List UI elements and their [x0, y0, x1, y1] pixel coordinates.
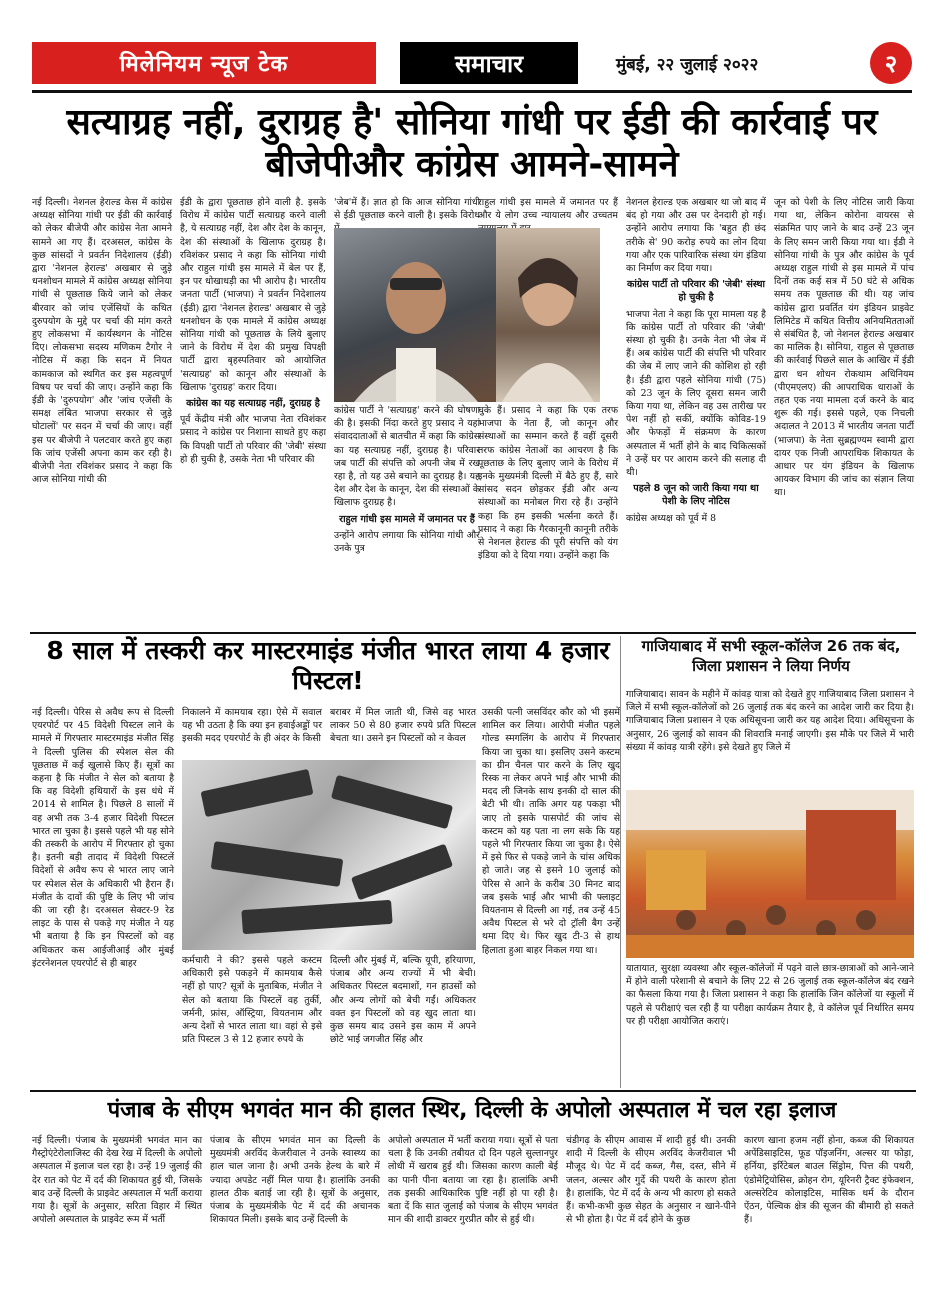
story1-column-2 [180, 196, 326, 632]
masthead [32, 40, 912, 86]
masthead-rule [32, 90, 912, 93]
ravi-photo-figure [334, 228, 496, 402]
story4-col5-text: कारण खाना हजम नहीं होना, कब्ज की शिकायत अपेंडिसाइटिस, फूड पॉइजनिंग, अल्सर या फोड़ा, हर्निया, इर्रिटेबल बाउल सिंड्रोम, पित्त की पथरी, एंडोमेट्रियोसिस, क्रोहन रोग, यूरिनरी ट्रैक्ट इंफेक्शन, अल्सरेटिव कोलाइटिस, मासिक धर्म के दौरान ऐंठन, पेल्विक क्षेत्र की सूजन की बीमारी हो सकते हैं। [744, 1135, 914, 1226]
story1-col4-text: चुके हैं। प्रसाद ने कहा कि एक तरफ भाजपा के नेता हैं, जो कानून और संस्थाओं का सम्मान करते हैं वहीं दूसरी तरफ कांग्रेस नेताओं का आचरण है कि पूछताछ के लिए बुलाए जाने के विरोध में इनके मुख्यमंत्री दिल्ली में बैठे हुए हैं, सारे सांसद सदन छोड़कर ईडी और अन्य संस्थाओं का मनोबल गिरा रहे हैं। उन्होंने कहा कि हम इसकी भर्त्सना करते हैं। प्रसाद ने कहा कि गैरकानूनी कानूनी तरीके से नेशनल हेराल्ड की पूरी संपत्ति को यंग इंडिया को दे दिया गया। उन्होंने कहा कि [478, 405, 618, 562]
kanwar-yatra-photo [626, 790, 914, 958]
story1-col6-text: जून को पेशी के लिए नोटिस जारी किया गया था, लेकिन कोरोना वायरस से संक्रमित पाए जाने के बाद उन्हें 23 जून के लिए समन जारी किया गया था। ईडी ने सोनिया गांधी के पुत्र और कांग्रेस के पूर्व अध्यक्ष राहुल गांधी से इस मामले में पांच दिनों तक कई सत्र में 50 घंटे से अधिक समय तक पूछताछ की थी। यह जांच कांग्रेस द्वारा प्रवर्तित यंग इंडियन प्राइवेट लिमिटेड में कथित वित्तीय अनियमितताओं से संबंधित है, जो नेशनल हेराल्ड अखबार का मालिक है। सोनिया, राहुल से पूछताछ की कार्रवाई पिछले साल के आखिर में ईडी द्वारा धन शोधन रोकथाम अधिनियम (पीएमएलए) की आपराधिक धाराओं के तहत एक नया मामला दर्ज करने के बाद शुरू की गई। इससे पहले, एक निचली अदालत ने 2013 में भारतीय जनता पार्टी (भाजपा) के नेता सुब्रह्मण्यम स्वामी द्वारा दायर एक निजी आपराधिक शिकायत के आधार पर यंग इंडियन के खिलाफ आयकर विभाग की जांच का संज्ञान लिया था। [774, 197, 914, 499]
bottom-headline: पंजाब के सीएम भगवंत मान की हालत स्थिर, दिल्ली के अपोलो अस्पताल में चल रहा इलाज [107, 1098, 837, 1123]
story1-subhead-1: कांग्रेस का यह सत्याग्रह नहीं, दुराग्रह है [186, 398, 320, 410]
story1-subhead-3: कांग्रेस पार्टी तो परिवार की 'जेबी' संस्था हो चुकी है [626, 279, 766, 304]
story2-col2-text: कर्मचारी ने की? इससे पहले कस्टम अधिकारी इसे पकड़ने में कामयाब कैसे नहीं हो पाए? सूत्रों के मुताबिक, मंजीत ने सेल को बताया कि पिस्टलें वह तुर्की, जर्मनी, फ्रांस, ऑस्ट्रिया, वियतनाम और अन्य देशों से भारत लाता था। वहां से इसे प्रति पिस्टल 3 से 12 हजार रुपये के [182, 955, 322, 1046]
story2-col3-top-text: बराबर में मिल जाती थी, जिसे वह भारत लाकर 50 से 80 हजार रुपये प्रति पिस्टल बेचता था। उसने इन पिस्टलों को न केवल [330, 707, 476, 745]
story2-column-4 [482, 706, 620, 1086]
story2-col2-top-text: निकालने में कामयाब रहा। ऐसे में सवाल यह भी उठता है कि क्या इन हवाईअड्डों पर इसकी मदद एयरपोर्ट के ही अंदर के किसी [182, 707, 322, 745]
story1-column-4 [478, 404, 618, 632]
story2-column-2 [182, 954, 322, 1086]
story4-col2-text: पंजाब के सीएम भगवंत मान का दिल्ली के मुख्यमंत्री अरविंद केजरीवाल ने उनके स्वास्थ्य का हाल चाल जाना है। अभी उनके हेल्थ के बारे में ज्यादा अपडेट नहीं मिल पाया है। हालांकि उनकी हालत ठीक बताई जा रही है। सूत्रों के अनुसार, पंजाब के मुख्यमंत्रीके पेट में दर्द की अचानक शिकायत मिली। इसके बाद उन्हें दिल्ली के [210, 1135, 380, 1226]
sonia-photo-figure [496, 228, 600, 402]
story1-column-3 [334, 404, 480, 632]
story1-col5b-text: भाजपा नेता ने कहा कि पूरा मामला यह है कि कांग्रेस पार्टी तो परिवार की 'जेबी' संस्था हो चुकी है। उनके नेता भी जेब में हैं। अब कांग्रेस पार्टी की संपत्ति भी परिवार की जेब में लाए जाने की कोशिश हो रही है। ईडी द्वारा पहले सोनिया गांधी (75) को 23 जून के लिए दूसरा समन जारी किया गया था, लेकिन वह उस तारीख पर पेश नहीं हो सकीं, क्योंकि कोविड-19 और फेफड़ों में संक्रमण के कारण अस्पताल में भर्ती होने के बाद चिकित्सकों ने उन्हें घर पर आराम करने की सलाह दी थी। [626, 308, 766, 479]
ghaziabad-lead [626, 688, 914, 786]
sonia-gandhi-photo [496, 228, 600, 402]
story4-column-4 [566, 1134, 736, 1258]
pistol-shape [211, 841, 344, 887]
story4-column-2 [210, 1134, 380, 1258]
story4-col1-text: नई दिल्ली। पंजाब के मुख्यमंत्री भगवंत मान का गैस्ट्रोएंटेरोलाजिस्ट की देख रेख में दिल्ली के अपोलो अस्पताल में इलाज चल रहा है। उन्हें 19 जुलाई की देर रात को पेट में दर्द की शिकायत हुई थी, जिसके बाद उन्हें दिल्ली के प्राइवेट अस्पताल में भर्ती कराया गया है। सूत्रों के अनुसार, सरिता विहार में स्थित अपोलो अस्पताल के प्राइवेट रूम में भर्ती [32, 1135, 202, 1226]
story1-col3b-text: उन्होंने आरोप लगाया कि सोनिया गांधी और उनके पुत्र [334, 529, 480, 555]
page-number: २ [870, 42, 912, 84]
pistol-shape [351, 844, 453, 901]
kanwar-crowd-figure [626, 790, 914, 958]
story1-column-5 [626, 196, 766, 632]
ghaziabad-headline: गाजियाबाद में सभी स्कूल-कॉलेज 26 तक बंद, जिला प्रशासन ने लिया निर्णय [641, 637, 901, 675]
story1-col1-text: नई दिल्ली। नेशनल हेराल्ड केस में कांग्रेस अध्यक्ष सोनिया गांधी पर ईडी की कार्रवाई को लेकर बीजेपी और कांग्रेस नेता आमने सामने आ गए हैं। दरअसल, कांग्रेस के कुछ सांसदों ने प्रवर्तन निदेशालय (ईडी) द्वारा 'नेशनल हेराल्ड' अखबार से जुड़े धनशोधन मामले में कांग्रेस अध्यक्ष सोनिया गांधी से पूछताछ किये जाने को लेकर बीरवार को जांच एजेंसियों के कथित दुरुपयोग के मुद्दे पर चर्चा की मांग करते हुए लोकसभा में कार्यस्थगन के नोटिस दिए। लोकसभा सदस्य मणिकम टैगोर ने नोटिस में कहा कि सदन में नियत कामकाज को स्थगित कर इस महत्वपूर्ण विषय पर चर्चा की जाए। उन्होंने कहा कि ईडी के 'दुरुपयोग' और 'जांच एजेंसी के समक्ष लंबित भाजपा सरकार से जुड़े घोटालों' पर सदन में चर्चा की जाए। वहीं इस पर बीजेपी ने पलटवार करते हुए कहा कि जांच एजेंसी अपना काम कर रही है। बीजेपी नेता रविशंकर प्रसाद ने कहा कि आज सोनिया गांधी की [32, 197, 172, 486]
story1-subhead-2: राहुल गांधी इस मामले में जमानत पर हैं [339, 513, 475, 525]
story4-column-5 [744, 1134, 914, 1258]
ghaziabad-lead-text: गाजियाबाद। सावन के महीने में कांवड़ यात्रा को देखते हुए गाजियाबाद जिला प्रशासन ने जिले में सभी स्कूल-कॉलेजों को 26 जुलाई तक बंद करने का आदेश जारी कर दिया है। गाजियाबाद जिला प्रशासन ने एक अधिसूचना जारी कर यह आदेश दिया। अधिसूचना के अनुसार, 26 जुलाई को सावन की शिवरात्रि मनाई जाएगी। इस मौके पर जिले में भारी संख्या में कांवड़ यात्री रहेंगे। इसे देखते हुए जिले में [626, 689, 914, 753]
pistol-shape [241, 900, 392, 934]
story4-col3-text: अपोलो अस्पताल में भर्ती कराया गया। सूत्रों से पता चला है कि उनकी तबीयत दो दिन पहले सुल्तानपुर लोधी में खराब हुई थी। जिसका कारण काली बेई का पानी पीना बताया जा रहा है। हालांकि अभी तक इसकी आधिकारिक पुष्टि नहीं हो पा रही है। बता दें कि सात जुलाई को पंजाब के सीएम भगवंत मान की शादी डाक्टर गुरप्रीत कौर से हुई थी। [388, 1135, 558, 1226]
story1-col5-text: नेशनल हेराल्ड एक अखबार था जो बाद में बंद हो गया और उस पर देनदारी हो गई। उन्होंने आरोप लगाया कि 'बहुत ही छंद तरीके से' 90 करोड़ रुपये का लोन दिया गया और एक पारिवारिक संस्था यंग इंडिया का निर्माण कर दिया गया। [626, 197, 766, 275]
story-separator-1 [30, 632, 916, 634]
story1-column-4-top [478, 196, 618, 228]
pistol-shape [200, 769, 313, 817]
story2-col1-text: नई दिल्ली। पेरिस से अवैध रूप से दिल्ली एयरपोर्ट पर 45 विदेशी पिस्टल लाने के मामले में गिरफ्तार मास्टरमाइंड मंजीत सिंह ने दिल्ली पुलिस की स्पेशल सेल की पूछताछ में कई खुलासे किए हैं। सूत्रों का कहना है कि मंजीत ने सेल को बताया है कि वह विदेशी हथियारों के इस धंधे में 2014 से शामिल है। पिछले 8 सालों में वह अभी तक 3-4 हजार विदेशी पिस्टल भारत ला चुका है। इससे पहले भी यह सोने की तस्करी के आरोप में गिरफ्तार हो चुका है। इतनी बड़ी तादाद में विदेशी पिस्टलें विदेशों से अवैध रूप से भारत लाए जाने पर स्पेशल सेल के अधिकारी भी हैरान हैं। मंजीत के दावों की पुष्टि के लिए भी जांच की जा रही है। दरअसल सेक्टर-9 रेड लाइट के पास से पकड़े गए मंजीत ने यह भी बताया है कि इन पिस्टलों को वह अधिकतर कस आईजीआई और मुंबई इंटरनेशनल एयरपोर्ट से ही बाहर [32, 707, 174, 969]
story1-col5c-text: कांग्रेस अध्यक्ष को पूर्व में 8 [626, 512, 716, 524]
story1-subhead-4: पहले 8 जून को जारी किया गया था पेशी के लिए नोटिस [633, 483, 759, 508]
story2-column-3 [330, 954, 476, 1086]
story1-col2-text: ईडी के द्वारा पूछताछ होने वाली है. इसके विरोध में कांग्रेस पार्टी सत्याग्रह करने वाली है, ये सत्याग्रह नहीं, देश और देश के कानून, देश की संस्थाओं के खिलाफ दुराग्रह है। रविशंकर प्रसाद ने कहा कि सोनिया गांधी और राहुल गांधी इस मामले में बेल पर हैं, इन पर धोखाधड़ी का भी आरोप है। भारतीय जनता पार्टी (भाजपा) ने प्रवर्तन निदेशालय (ईडी) द्वारा 'नेशनल हेराल्ड' अखबार से जुड़े धनशोधन के एक मामले में कांग्रेस अध्यक्ष सोनिया गांधी को पूछताछ के लिये बुलाए जाने के विरोध में देश की प्रमुख विपक्षी पार्टी द्वारा बृहस्पतिवार को आयोजित 'सत्याग्रह' को कानून और संस्थाओं के खिलाफ 'दुराग्रह' करार दिया। [180, 197, 326, 393]
story1-column-1 [32, 196, 172, 632]
story4-column-1 [32, 1134, 202, 1258]
story1-column-3-top [334, 196, 480, 228]
dateline: मुंबई, २२ जुलाई २०२२ [616, 54, 759, 75]
story2-col4-text: उसकी पत्नी जसविंदर कौर को भी इसमें शामिल कर लिया। आरोपी मंजीत पहले गोल्ड स्मगलिंग के आरोप में गिरफ्तार किया जा चुका था। इसलिए उसने कस्टम का ग्रीन चैनल पार करने के लिए खुद रिस्क ना लेकर अपने भाई और भाभी की मदद ली जिनके साथ इनकी दो साल की बेटी भी थी। ताकि अगर यह पकड़ा भी जाए तो इसके पासपोर्ट की जांच से कस्टम को यह पता ना लग सके कि यह पहले भी गिरफ्तार किया जा चुका है। ऐसे में इसे फिर से पकड़े जाने के चांस अधिक हो जाते। जह से इसने 10 जुलाई को पेरिस से आने के करीब 30 मिनट बाद जब इसके भाई और भाभी की फ्लाइट वियतनाम से दिल्ली आ गई, तब उन्हें 45 अवैध पिस्टल से भरे दो ट्रॉली बैग उन्हें थमा दिए थे। फिर खुद टी-3 से हाथ हिलाता हुआ बाहर निकल गया था। [482, 707, 620, 956]
story1-col3-text: कांग्रेस पार्टी ने 'सत्याग्रह' करने की घोषणा की है। इसकी निंदा करते हुए प्रसाद ने यहां संवाददाताओं से बातचीत में कहा कि कांग्रेस का यह सत्याग्रह नहीं, दुराग्रह है। परिवार जब पार्टी की संपत्ति को अपनी जेब में रख रहा है, तो यह उसे बचाने का दुराग्रह है। यह देश और देश के कानून, देश की संस्थाओं के खिलाफ दुराग्रह है। [334, 405, 480, 509]
story4-column-3 [388, 1134, 558, 1258]
ghaziabad-tail [626, 962, 914, 1088]
section-tag: समाचार [400, 42, 578, 84]
story1-col2b-text: पूर्व केंद्रीय मंत्री और भाजपा नेता रविशंकर प्रसाद ने कांग्रेस पर निशाना साधते हुए कहा कि विपक्षी पार्टी तो परिवार की 'जेबी' संस्था हो ही चुकी है, उसके नेता भी परिवार की [180, 414, 326, 465]
story2-column-2-top [182, 706, 322, 760]
pistols-photo [182, 760, 476, 950]
story2-col3-text: दिल्ली और मुंबई में, बल्कि यूपी, हरियाणा, पंजाब और अन्य राज्यों में भी बेची। अधिकतर पिस्टल बदमाशों, गन हाउसों को और अन्य लोगों को बेची गईं। अधिकतर वक्त इन पिस्टलों को वह खुद लाता था। कुछ समय बाद उसने इस काम में अपने छोटे भाई जगजीत सिंह और [330, 955, 476, 1046]
story1-col3-top-text: 'जेब'में हैं। ज्ञात हो कि आज सोनिया गांधी से ईडी पूछताछ करने वाली है। इसके विरोध [334, 197, 480, 222]
story1-column-6 [774, 196, 914, 632]
story2-column-3-top [330, 706, 476, 760]
ravi-shankar-prasad-photo [334, 228, 496, 402]
second-headline: 8 साल में तस्करी कर मास्टरमाइंड मंजीत भारत लाया 4 हजार पिस्टल! [46, 636, 610, 695]
story2-column-1 [32, 706, 174, 1086]
pistol-shape [331, 775, 453, 829]
story4-col4-text: चंडीगढ़ के सीएम आवास में शादी हुई थी। उनकी शादी में दिल्ली के सीएम अरविंद केजरीवाल भी मौजूद थे। पेट में दर्द कब्ज, गैस, दस्त, सीने में जलन, अल्सर और गुर्दे की पथरी के कारण होता है। हालांकि, पेट में दर्द के अन्य भी कारण हो सकते हैं। कभी-कभी कुछ सेहत के अनुसार न खाने-पीने से भी होता है। पेट में दर्द होने के कुछ [566, 1135, 736, 1226]
column-divider [620, 636, 621, 1088]
ghaziabad-tail-text: यातायात, सुरक्षा व्यवस्था और स्कूल-कॉलेजों में पढ़ने वाले छात्र-छात्राओं को आने-जाने में होने वाली परेशानी से बचाने के लिए 22 से 26 जुलाई तक स्कूल-कॉलेज बंद रखने का फैसला किया गया है। जिला प्रशासन ने कहा कि हालांकि जिन कॉलेजों या स्कूलों में पहले से परीक्षाएं चल रही हैं या परीक्षा कार्यक्रम तैयार है, वे कॉलेज पूर्व निर्धारित समय पर ही परीक्षा आयोजित कराएं। [626, 963, 914, 1027]
newspaper-brand: मिलेनियम न्यूज टेक [32, 42, 376, 84]
story-separator-2 [30, 1090, 916, 1092]
story1-col4-top-text: राहुल गांधी इस मामले में जमानत पर हैं और ये लोग उच्च न्यायालय और उच्चतम [478, 197, 618, 222]
main-headline: सत्याग्रह नहीं, दुराग्रह है' सोनिया गांधी पर ईडी की कार्रवाई पर बीजेपीऔर कांग्रेस आमने-सामने [66, 102, 878, 186]
